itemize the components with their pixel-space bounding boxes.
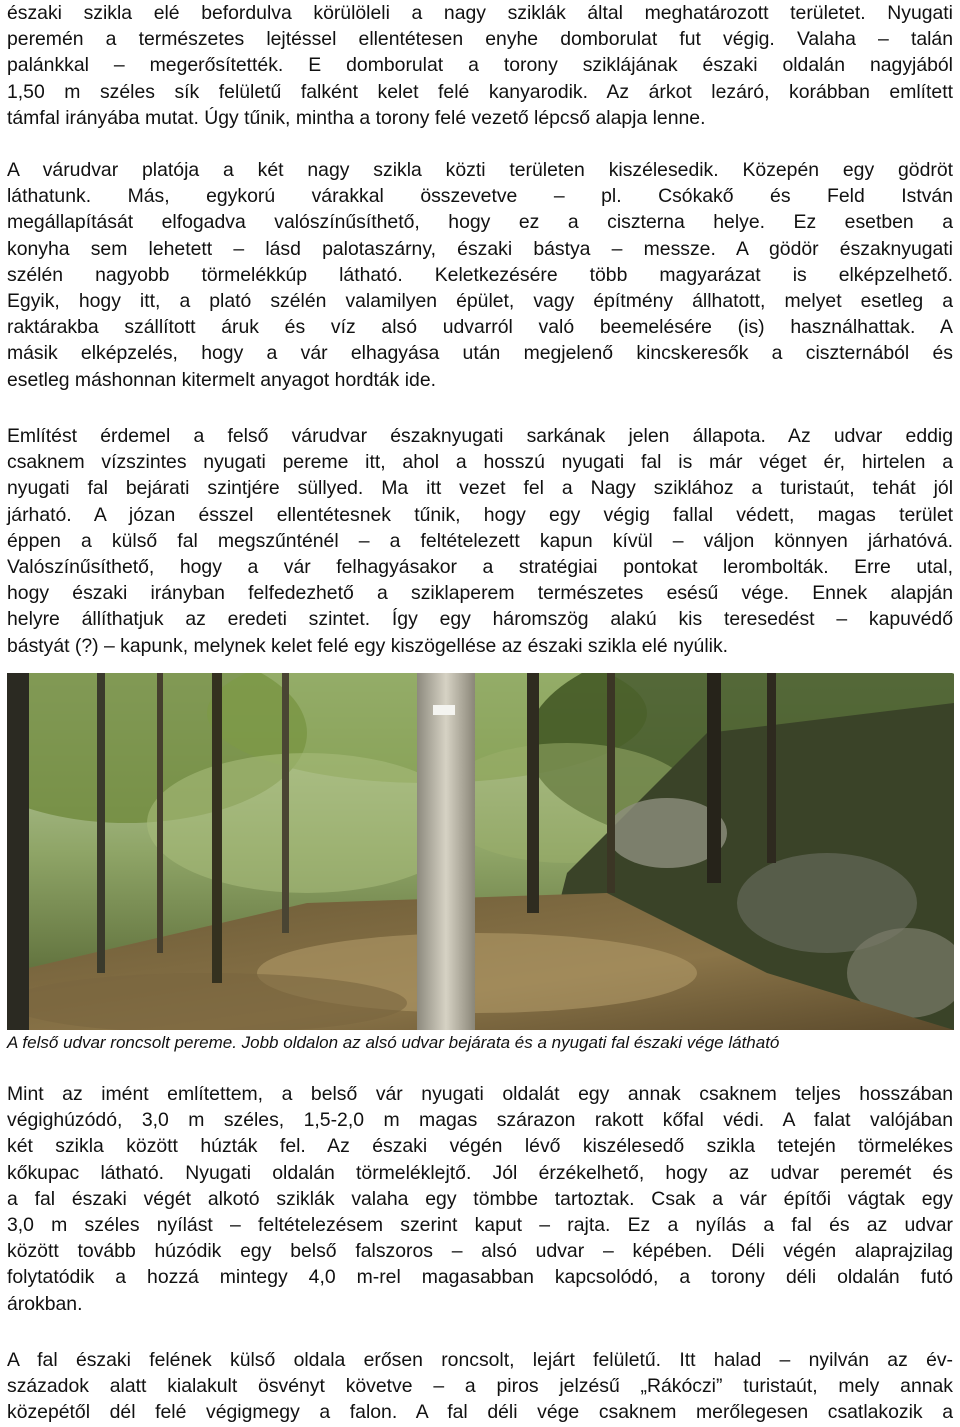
text-line: 1,50 m széles sík felületű falként kelet felé kanyarodik. Az árkot lezáró, korábban említett xyxy=(7,80,953,103)
text-line: peremén a természetes lejtéssel ellentétesen enyhe domborulat fut végig. Valaha – talán xyxy=(7,28,953,51)
text-line: megállapítását elfogadva valószínűsíthető, hogy ez a ciszterna helye. Ez esetben a xyxy=(7,211,953,234)
text-line: nyugati fal bejárati szintjére süllyed. Ma itt vezet fel a Nagy sziklához a turistaút, tehát jól xyxy=(7,477,953,500)
text-line: bástyát (?) – kapunk, melynek kelet felé egy kiszögellése az északi szikla elé nyúlik. xyxy=(7,634,729,657)
text-line: századok alatt kialakult ösvényt követve – a piros jelzésű „Rákóczi” turistaút, mely annak xyxy=(7,1375,953,1398)
text-line: Mint az imént említettem, a belső vár nyugati oldalát egy annak csaknem teljes hosszában xyxy=(7,1083,953,1105)
text-line: Valószínűsíthető, hogy a vár felhagyásakor a stratégiai pontokat lerombolták. Erre utal, xyxy=(7,556,953,579)
paragraph-2 xyxy=(7,157,953,393)
text-line: A várudvar platója a két nagy szikla közti területen kiszélesedik. Közepén egy gödröt xyxy=(7,159,953,181)
text-line: végighúzódó, 3,0 m széles, 1,5-2,0 m magas szárazon rakott kőfal védi. A falat valójában xyxy=(7,1109,953,1132)
text-line: hogy északi irányban felfedezhető a sziklaperem természetes esésű vége. Ennek alapján xyxy=(7,582,953,605)
text-line: két szikla között húzták fel. Az északi végén lévő kiszélesedő szikla tetején törmelékes xyxy=(7,1135,953,1158)
paragraph-3 xyxy=(7,423,953,659)
text-line: konyha sem lehetett – lásd palotaszárny, északi bástya – messze. A gödör északnyugati xyxy=(7,237,953,260)
text-line: közepétől dél felé végigmegy a falon. A fal déli vége csaknem merőlegesen csatlakozik a xyxy=(7,1401,953,1424)
text-line: helyre állíthatjuk az eredeti szintet. Így egy háromszög alakú kis teresedést – kapuvédő xyxy=(7,608,953,631)
paragraph-5 xyxy=(7,1347,953,1426)
text-line: árokban. xyxy=(7,1292,83,1315)
paragraph-1 xyxy=(7,0,953,131)
text-line: palánkkal – megerősítették. E domborulat a torony sziklájának északi oldalán nagyjából xyxy=(7,54,953,77)
text-line: kőkupac látható. Nyugati oldalán törmeléklejtő. Jól érzékelhető, hogy az udvar peremét és xyxy=(7,1161,953,1184)
text-line: folytatódik a hozzá mintegy 4,0 m-rel magasabban kapcsolódó, a torony déli oldalán futó xyxy=(7,1266,953,1289)
text-line: esetleg máshonnan kitermelt anyagot hordták ide. xyxy=(7,368,437,391)
text-line: támfal irányába mutat. Úgy tűnik, mintha a torony felé vezető lépcső alapja lenne. xyxy=(7,106,706,129)
text-line: éppen a külső fal megszűnténél – a feltételezett kapun kívül – váljon könnyen járhatóvá. xyxy=(7,529,953,552)
text-line: láthatunk. Más, egykorú várakkal összevetve – pl. Csókakő és Feld István xyxy=(7,185,953,208)
text-line: északi szikla elé befordulva körülöleli a nagy sziklák által meghatározott területet. Nyugati xyxy=(7,2,953,24)
text-line: 3,0 m széles nyílást – feltételezésem szerint kaput – rajta. Ez a nyílás a fal és az udvar xyxy=(7,1214,953,1237)
paragraph-4 xyxy=(7,1081,953,1317)
text-line: Említést érdemel a felső várudvar északnyugati sarkának jelen állapota. Az udvar eddig xyxy=(7,425,953,447)
forest-photo xyxy=(7,673,954,1030)
text-line: A fal északi felének külső oldala erősen roncsolt, lejárt felületű. Itt halad – nyilván az év- xyxy=(7,1349,953,1371)
text-line: Egyik, hogy itt, a plató szélén valamilyen épület, vagy építmény állhatott, melyet esetleg a xyxy=(7,290,953,313)
text-line: a fal északi végét alkotó sziklák valaha egy tömbbe tartoztak. Csak a vár építői vágtak egy xyxy=(7,1187,953,1210)
figure-caption: A felső udvar roncsolt pereme. Jobb oldalon az alsó udvar bejárata és a nyugati fal északi vége látható xyxy=(7,1033,780,1052)
text-line: másik elképzelés, hogy a vár elhagyása után megjelenő kincskeresők a ciszternából és xyxy=(7,342,953,365)
text-line: csaknem vízszintes nyugati pereme itt, ahol a hosszú nyugati fal is már véget ér, hirtelen a xyxy=(7,451,953,474)
text-line: járható. A józan ésszel ellentétesnek tűnik, hogy egy végig fallal védett, magas terület xyxy=(7,503,953,526)
text-line: szélén nagyobb törmelékkúp látható. Keletkezésére több magyarázat is elképzelhető. xyxy=(7,263,953,286)
text-line: raktárakba szállított áruk és víz alsó udvarról való beemelésére (is) használhattak. A xyxy=(7,316,953,339)
text-line: között tovább húzódik egy belső falszoros – alsó udvar – képében. Déli végén alaprajzilag xyxy=(7,1240,953,1263)
